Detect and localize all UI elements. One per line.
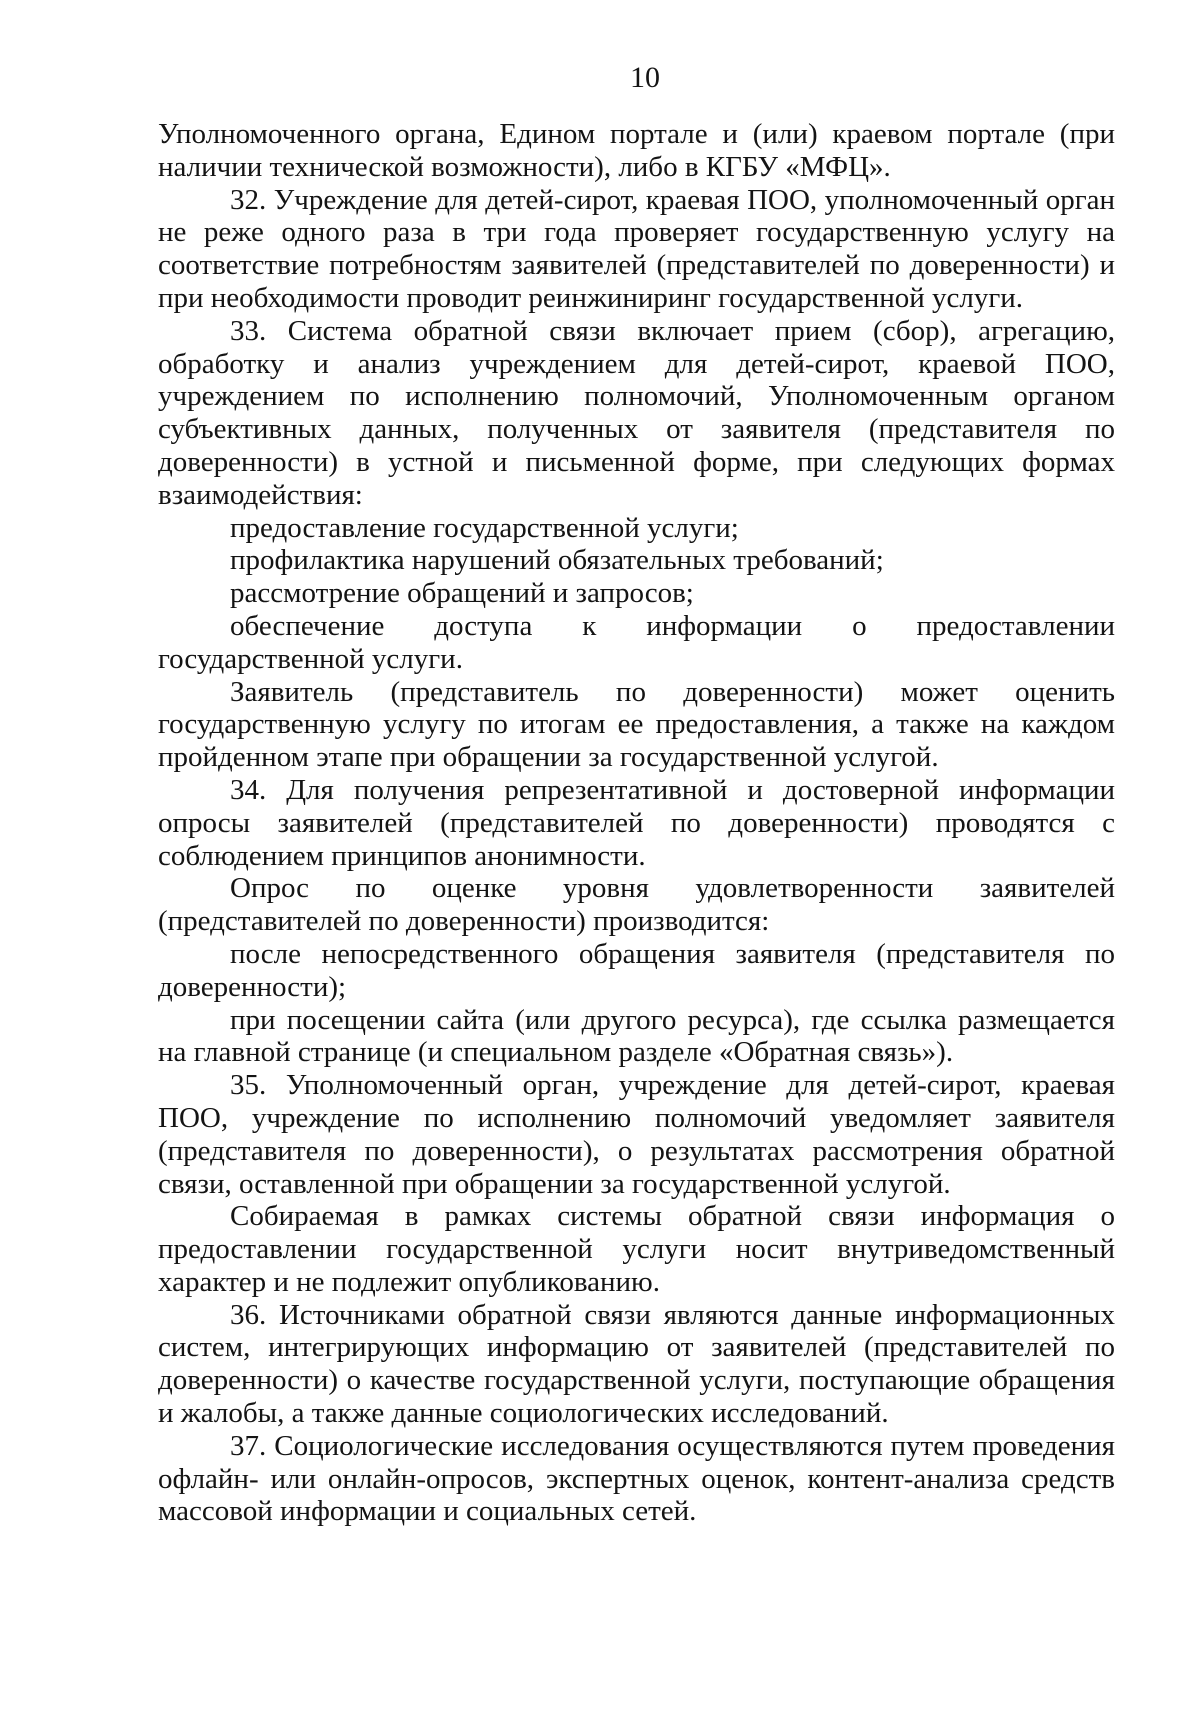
list-item: профилактика нарушений обязательных требований; [230, 544, 884, 577]
paragraph-item-37: 37. Социологические исследования осуществляются путем проведения офлайн- или онлайн-опросов, экспертных оценок, контент-анализа средств массовой информации и социальных сетей. [158, 1429, 1115, 1528]
list-item: предоставление государственной услуги; [230, 511, 739, 544]
paragraph: Уполномоченного органа, Едином портале и (или) краевом портале (при наличии технической возможности), либо в КГБУ «МФЦ». [158, 118, 1115, 183]
paragraph-item-36: 36. Источниками обратной связи являются данные информационных систем, интегрирующих информацию от заявителей (представителей по доверенности) о качестве государственной услуги, поступающие обращения и жалобы, а также данные социологических исследований. [158, 1298, 1115, 1430]
paragraph: Собираемая в рамках системы обратной связи информация о предоставлении государственной услуги носит внутриведомственный характер и не подлежит опубликованию. [158, 1200, 1115, 1298]
page-number: 10 [630, 61, 660, 94]
list-item: после непосредственного обращения заявителя (представителя по доверенности); [158, 937, 1115, 1003]
paragraph-item-33: 33. Система обратной связи включает прием (сбор), агрегацию, обработку и анализ учреждением для детей-сирот, краевой ПОО, учреждением по исполнению полномочий, Уполномоченным органом субъективных данных, полученных от заявителя (представителя по доверенности) в устной и письменной форме, при следующих формах взаимодействия: [158, 314, 1115, 511]
list-item: рассмотрение обращений и запросов; [230, 577, 694, 610]
paragraph-item-32: 32. Учреждение для детей-сирот, краевая ПОО, уполномоченный орган не реже одного раза в три года проверяет государственную услугу на соответствие потребностям заявителей (представителей по доверенности) и при необходимости проводит реинжиниринг государственной услуги. [158, 183, 1115, 314]
list-item: обеспечение доступа к информации о предоставлении государственной услуги. [158, 609, 1115, 675]
paragraph-item-34: 34. Для получения репрезентативной и достоверной информации опросы заявителей (представителей по доверенности) проводятся с соблюдением принципов анонимности. [158, 773, 1115, 872]
list-item: при посещении сайта (или другого ресурса), где ссылка размещается на главной странице (и специальном разделе «Обратная связь»). [158, 1003, 1115, 1069]
document-body [158, 118, 1115, 1528]
paragraph: Заявитель (представитель по доверенности) может оценить государственную услугу по итогам ее предоставления, а также на каждом пройденном этапе при обращении за государственной услугой. [158, 675, 1115, 774]
paragraph: Опрос по оценке уровня удовлетворенности заявителей (представителей по доверенности) производится: [158, 872, 1115, 938]
paragraph-item-35: 35. Уполномоченный орган, учреждение для детей-сирот, краевая ПОО, учреждение по исполнению полномочий уведомляет заявителя (представителя по доверенности), о результатах рассмотрения обратной связи, оставленной при обращении за государственной услугой. [158, 1069, 1115, 1200]
